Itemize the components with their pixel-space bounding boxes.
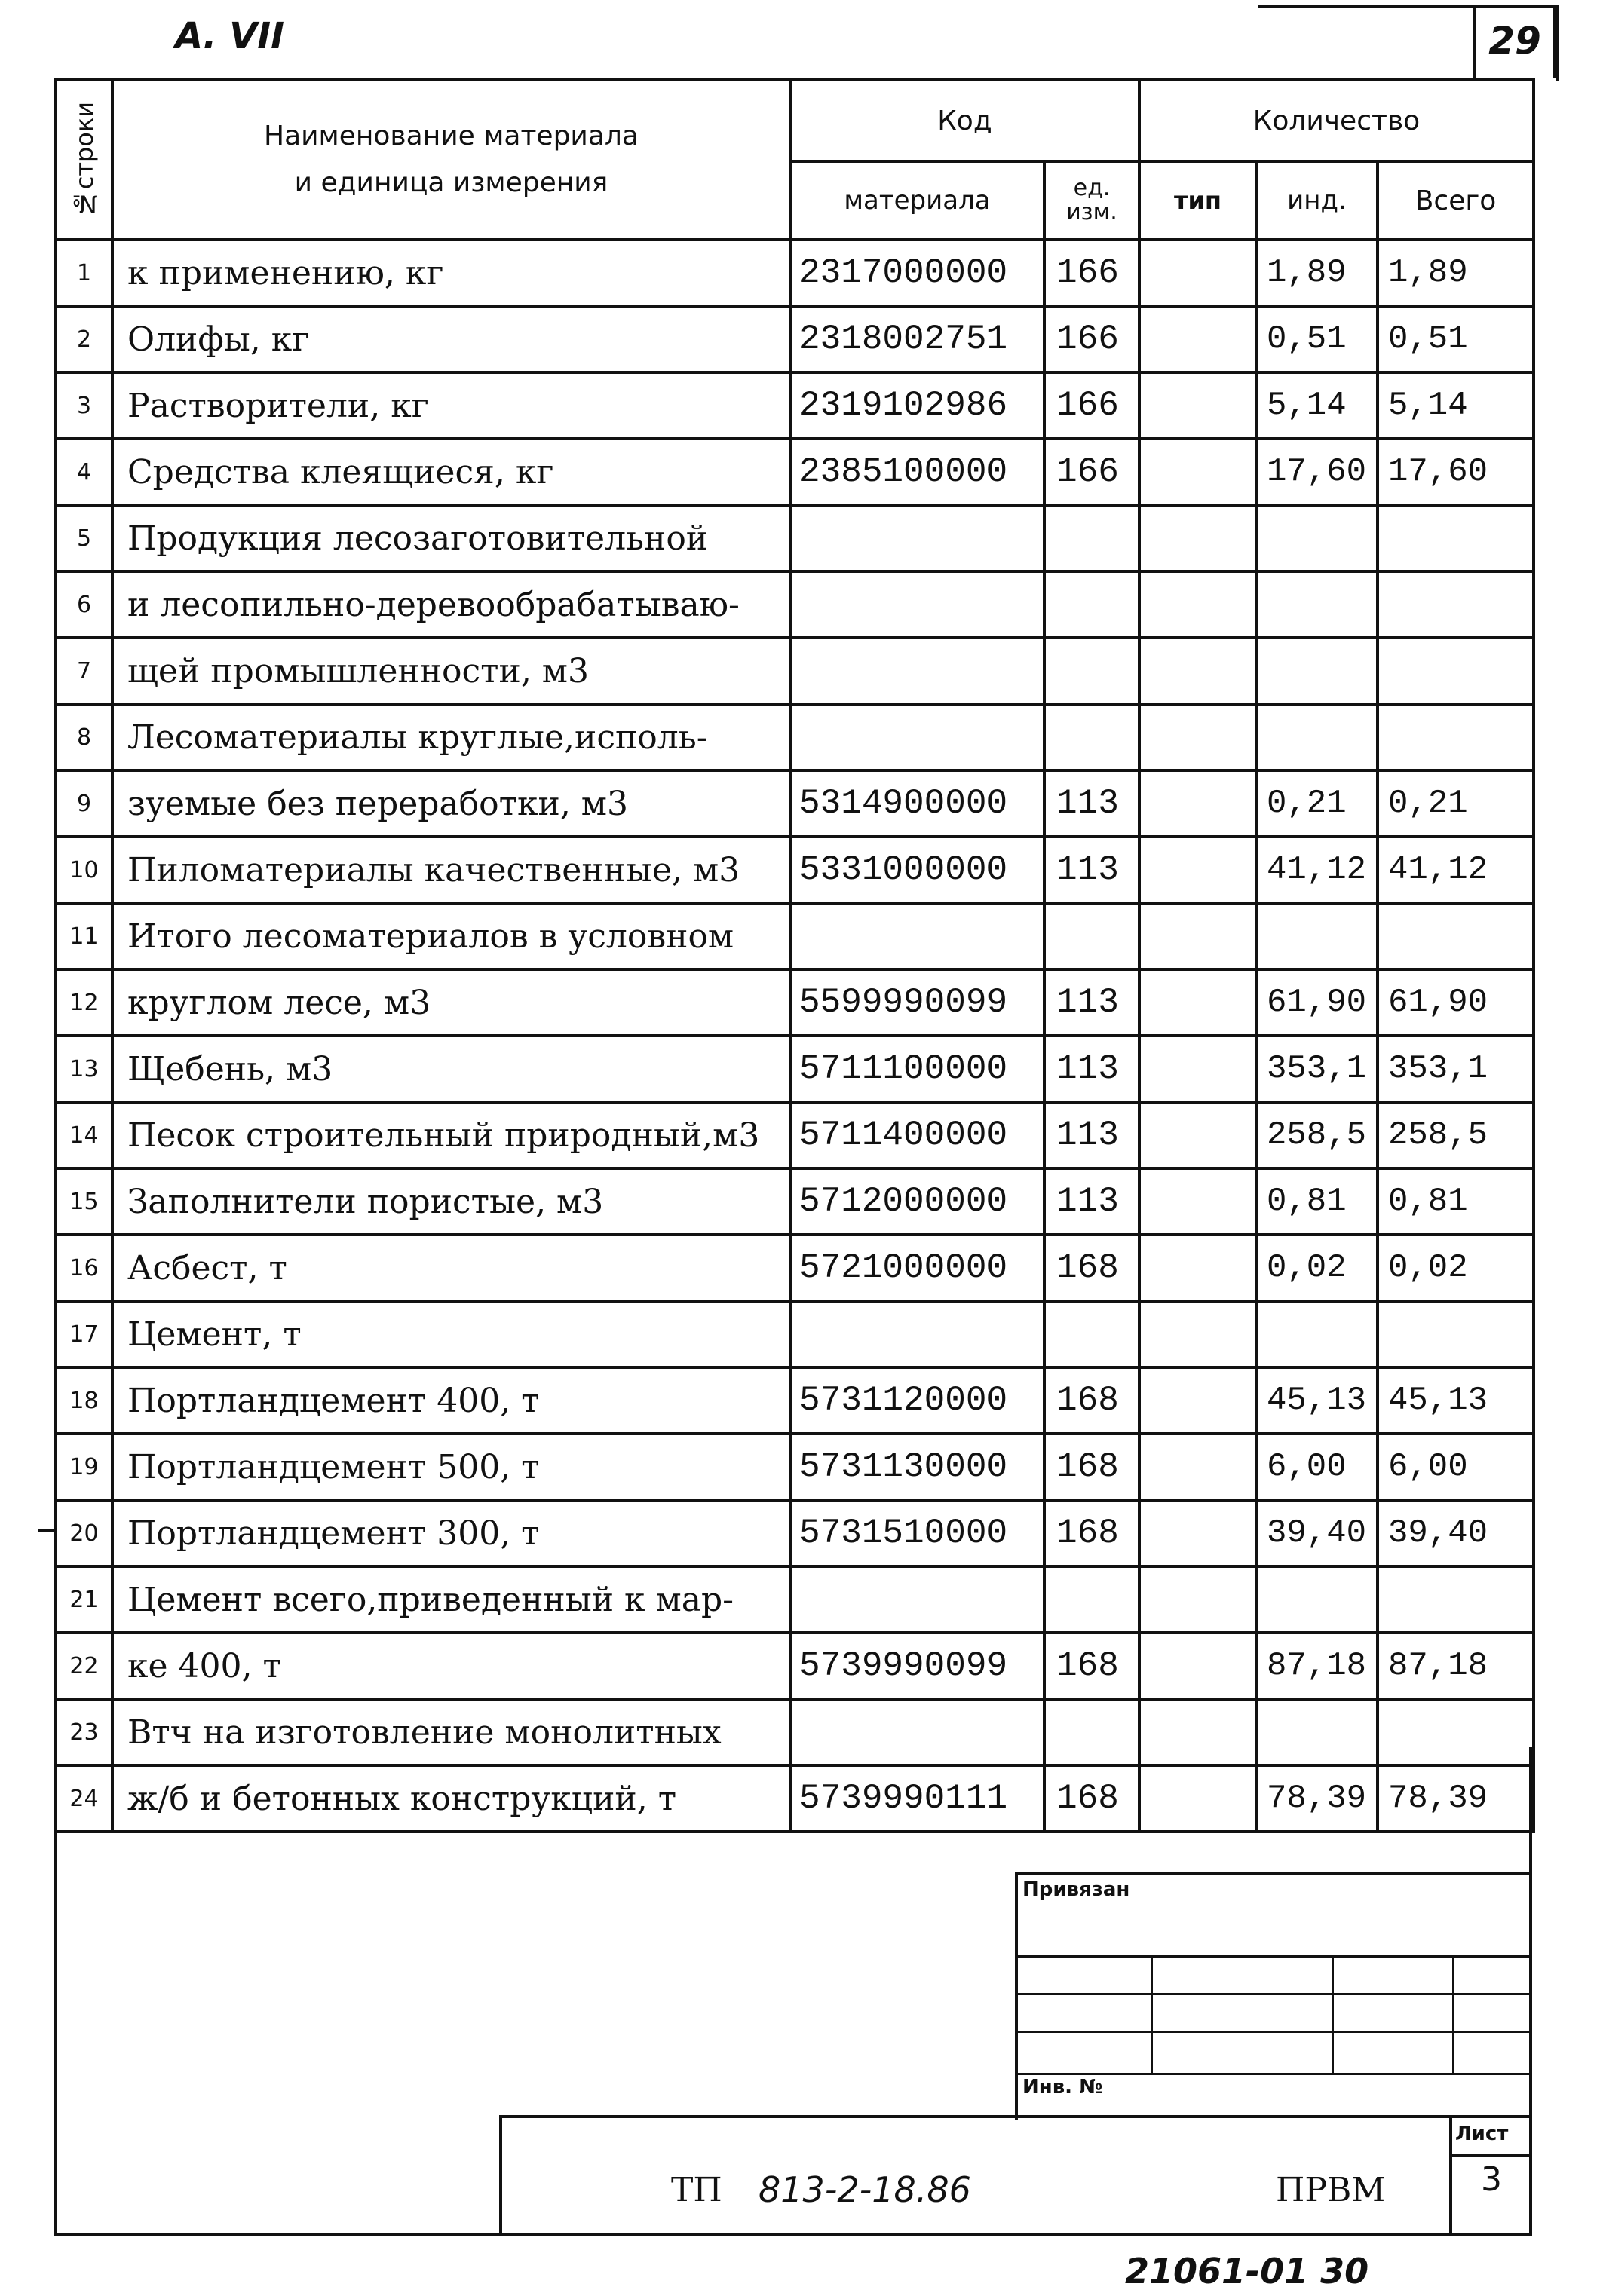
qty-ind: 61,90 <box>1256 969 1378 1036</box>
unit-code: 166 <box>1044 240 1139 306</box>
row-number: 22 <box>56 1633 112 1699</box>
material-name: и лесопильно-деревообрабатываю- <box>112 571 790 638</box>
material-name: Продукция лесозаготовительной <box>112 505 790 571</box>
qty-total <box>1378 903 1534 969</box>
table-row <box>56 837 1534 903</box>
table-row <box>56 505 1534 571</box>
table-row <box>56 1566 1534 1633</box>
qty-type <box>1139 704 1256 770</box>
material-name: Песок строительный природный,м3 <box>112 1102 790 1168</box>
table-row <box>56 1699 1534 1765</box>
qty-ind: 0,02 <box>1256 1235 1378 1301</box>
row-number: 4 <box>56 439 112 505</box>
qty-type <box>1139 1633 1256 1699</box>
material-code: 5314900000 <box>790 770 1044 837</box>
unit-code: 166 <box>1044 439 1139 505</box>
qty-type <box>1139 1434 1256 1500</box>
table-row <box>56 1168 1534 1235</box>
qty-ind: 87,18 <box>1256 1633 1378 1699</box>
unit-code: 113 <box>1044 770 1139 837</box>
qty-total: 41,12 <box>1378 837 1534 903</box>
qty-type <box>1139 439 1256 505</box>
table-row <box>56 1500 1534 1566</box>
unit-code: 168 <box>1044 1765 1139 1832</box>
qty-ind: 0,81 <box>1256 1168 1378 1235</box>
unit-code: 113 <box>1044 1168 1139 1235</box>
row-number: 7 <box>56 638 112 704</box>
sheet-mark: А. VII <box>175 15 284 57</box>
qty-ind <box>1256 1699 1378 1765</box>
qty-total: 353,1 <box>1378 1036 1534 1102</box>
qty-type <box>1139 1102 1256 1168</box>
doc-type: ПРВМ <box>1276 2171 1386 2209</box>
table-row <box>56 571 1534 638</box>
row-number: 9 <box>56 770 112 837</box>
material-name: Портландцемент 300, т <box>112 1500 790 1566</box>
qty-total: 5,14 <box>1378 372 1534 439</box>
table-row <box>56 439 1534 505</box>
qty-total: 17,60 <box>1378 439 1534 505</box>
name-header <box>112 80 790 240</box>
stamp-col-1 <box>1151 1955 1153 2073</box>
material-name: Асбест, т <box>112 1235 790 1301</box>
row-number: 20 <box>56 1500 112 1566</box>
material-code: 5712000000 <box>790 1168 1044 1235</box>
margin-tick <box>38 1529 56 1532</box>
material-code <box>790 903 1044 969</box>
stamp-row-3 <box>1015 2031 1532 2033</box>
qty-ind-header: инд. <box>1256 161 1378 240</box>
qty-ind <box>1256 704 1378 770</box>
unit-code: 113 <box>1044 1102 1139 1168</box>
qty-total <box>1378 1566 1534 1633</box>
qty-total: 61,90 <box>1378 969 1534 1036</box>
qty-ind: 39,40 <box>1256 1500 1378 1566</box>
stamp-row-2 <box>1015 1993 1532 1995</box>
material-code <box>790 1699 1044 1765</box>
table-row <box>56 770 1534 837</box>
title-block-left <box>499 2115 502 2236</box>
privyazan-label: Привязан <box>1022 1878 1130 1901</box>
qty-type <box>1139 306 1256 372</box>
row-number: 12 <box>56 969 112 1036</box>
table-row <box>56 1434 1534 1500</box>
frame-bottom <box>54 2233 1532 2236</box>
qty-type <box>1139 969 1256 1036</box>
row-number: 8 <box>56 704 112 770</box>
qty-ind: 78,39 <box>1256 1765 1378 1832</box>
qty-ind <box>1256 903 1378 969</box>
name-header-line2: и единица измерения <box>294 167 608 198</box>
unit-code <box>1044 505 1139 571</box>
table-row <box>56 1102 1534 1168</box>
row-number: 5 <box>56 505 112 571</box>
qty-total <box>1378 638 1534 704</box>
qty-ind <box>1256 571 1378 638</box>
unit-code <box>1044 1566 1139 1633</box>
table-row <box>56 306 1534 372</box>
archive-number: 21061-01 30 <box>1125 2251 1369 2291</box>
material-name: Средства клеящиеся, кг <box>112 439 790 505</box>
frame-left <box>54 1747 57 2234</box>
stamp-row-1 <box>1015 1955 1532 1958</box>
material-name: Втч на изготовление монолитных <box>112 1699 790 1765</box>
table-row <box>56 1036 1534 1102</box>
material-name: Заполнители пористые, м3 <box>112 1168 790 1235</box>
material-code <box>790 638 1044 704</box>
material-name: ж/б и бетонных конструкций, т <box>112 1765 790 1832</box>
code-unit-header: ед. изм. <box>1044 161 1139 240</box>
row-number: 16 <box>56 1235 112 1301</box>
material-code: 5711100000 <box>790 1036 1044 1102</box>
name-header-line1: Наименование материала <box>264 121 639 152</box>
qty-total: 45,13 <box>1378 1367 1534 1434</box>
qty-total <box>1378 1699 1534 1765</box>
material-name: к применению, кг <box>112 240 790 306</box>
unit-code: 113 <box>1044 837 1139 903</box>
unit-code <box>1044 1699 1139 1765</box>
qty-total <box>1378 704 1534 770</box>
material-name: Пиломатериалы качественные, м3 <box>112 837 790 903</box>
material-name: Итого лесоматериалов в условном <box>112 903 790 969</box>
qty-total: 6,00 <box>1378 1434 1534 1500</box>
material-code <box>790 1566 1044 1633</box>
material-name: щей промышленности, м3 <box>112 638 790 704</box>
stamp-col-2 <box>1332 1955 1334 2073</box>
unit-code <box>1044 638 1139 704</box>
quantity-header: Количество <box>1139 80 1534 161</box>
qty-type <box>1139 1367 1256 1434</box>
qty-type <box>1139 1699 1256 1765</box>
material-name: зуемые без переработки, м3 <box>112 770 790 837</box>
qty-type <box>1139 837 1256 903</box>
qty-type <box>1139 372 1256 439</box>
table-row <box>56 704 1534 770</box>
qty-total: 87,18 <box>1378 1633 1534 1699</box>
row-number: 3 <box>56 372 112 439</box>
code-material-header: материала <box>790 161 1044 240</box>
row-number: 11 <box>56 903 112 969</box>
code-header: Код <box>790 80 1139 161</box>
table-row <box>56 638 1534 704</box>
qty-ind: 6,00 <box>1256 1434 1378 1500</box>
row-number: 23 <box>56 1699 112 1765</box>
qty-ind <box>1256 638 1378 704</box>
qty-type <box>1139 1301 1256 1367</box>
material-name: Цемент всего,приведенный к мар- <box>112 1566 790 1633</box>
material-code <box>790 704 1044 770</box>
qty-ind: 258,5 <box>1256 1102 1378 1168</box>
qty-total: 0,02 <box>1378 1235 1534 1301</box>
material-name: Портландцемент 400, т <box>112 1367 790 1434</box>
qty-ind <box>1256 1301 1378 1367</box>
unit-code: 168 <box>1044 1500 1139 1566</box>
qty-total <box>1378 571 1534 638</box>
material-name: круглом лесе, м3 <box>112 969 790 1036</box>
material-code: 2385100000 <box>790 439 1044 505</box>
material-name: Растворители, кг <box>112 372 790 439</box>
material-name: ке 400, т <box>112 1633 790 1699</box>
stamp-top <box>1015 1872 1532 1875</box>
material-code: 5739990111 <box>790 1765 1044 1832</box>
table-row <box>56 1633 1534 1699</box>
material-code <box>790 571 1044 638</box>
qty-ind: 0,51 <box>1256 306 1378 372</box>
stamp-col-3 <box>1452 1955 1454 2073</box>
unit-code: 168 <box>1044 1367 1139 1434</box>
title-block-top <box>499 2115 1532 2118</box>
qty-type <box>1139 1235 1256 1301</box>
material-name: Лесоматериалы круглые,исполь- <box>112 704 790 770</box>
material-code: 5731130000 <box>790 1434 1044 1500</box>
qty-total: 0,51 <box>1378 306 1534 372</box>
unit-code <box>1044 903 1139 969</box>
sheet-number: 3 <box>1481 2160 1502 2199</box>
row-number: 10 <box>56 837 112 903</box>
inv-no-label: Инв. № <box>1022 2076 1103 2099</box>
material-code: 5731120000 <box>790 1367 1044 1434</box>
qty-ind: 5,14 <box>1256 372 1378 439</box>
row-number: 6 <box>56 571 112 638</box>
qty-type <box>1139 1500 1256 1566</box>
qty-total: 39,40 <box>1378 1500 1534 1566</box>
qty-ind: 353,1 <box>1256 1036 1378 1102</box>
unit-code <box>1044 704 1139 770</box>
row-number: 15 <box>56 1168 112 1235</box>
qty-type <box>1139 240 1256 306</box>
qty-type <box>1139 571 1256 638</box>
qty-total-header: Всего <box>1378 161 1534 240</box>
row-number: 14 <box>56 1102 112 1168</box>
material-code: 5599990099 <box>790 969 1044 1036</box>
table-row <box>56 372 1534 439</box>
table-row <box>56 240 1534 306</box>
qty-type <box>1139 1566 1256 1633</box>
qty-total: 1,89 <box>1378 240 1534 306</box>
qty-total <box>1378 505 1534 571</box>
unit-code: 113 <box>1044 969 1139 1036</box>
page-number: 29 <box>1488 19 1541 63</box>
stamp-left <box>1015 1872 1018 2120</box>
row-number: 17 <box>56 1301 112 1367</box>
material-code: 2318002751 <box>790 306 1044 372</box>
qty-type <box>1139 1765 1256 1832</box>
qty-total: 0,21 <box>1378 770 1534 837</box>
material-name: Портландцемент 500, т <box>112 1434 790 1500</box>
qty-total: 78,39 <box>1378 1765 1534 1832</box>
qty-ind <box>1256 1566 1378 1633</box>
unit-code: 166 <box>1044 372 1139 439</box>
page-number-box <box>1473 6 1556 78</box>
qty-ind: 17,60 <box>1256 439 1378 505</box>
table-row <box>56 1301 1534 1367</box>
row-number-header: №строки <box>56 80 112 240</box>
qty-type <box>1139 1036 1256 1102</box>
qty-ind: 0,21 <box>1256 770 1378 837</box>
title-block-sheet-row <box>1449 2154 1532 2157</box>
qty-type <box>1139 903 1256 969</box>
materials-table <box>54 78 1535 1833</box>
row-number: 13 <box>56 1036 112 1102</box>
qty-total <box>1378 1301 1534 1367</box>
material-code: 2319102986 <box>790 372 1044 439</box>
qty-type <box>1139 1168 1256 1235</box>
unit-code: 113 <box>1044 1036 1139 1102</box>
material-code: 5731510000 <box>790 1500 1044 1566</box>
unit-code: 168 <box>1044 1434 1139 1500</box>
doc-code: 813-2-18.86 <box>759 2169 971 2210</box>
row-number: 1 <box>56 240 112 306</box>
list-label: Лист <box>1455 2123 1509 2145</box>
qty-total: 258,5 <box>1378 1102 1534 1168</box>
qty-type <box>1139 638 1256 704</box>
qty-ind: 41,12 <box>1256 837 1378 903</box>
material-code: 5739990099 <box>790 1633 1044 1699</box>
unit-code: 166 <box>1044 306 1139 372</box>
row-number: 21 <box>56 1566 112 1633</box>
qty-type <box>1139 770 1256 837</box>
qty-type-header: тип <box>1139 161 1256 240</box>
row-number: 18 <box>56 1367 112 1434</box>
material-code <box>790 505 1044 571</box>
qty-ind: 1,89 <box>1256 240 1378 306</box>
qty-ind <box>1256 505 1378 571</box>
table-row <box>56 1765 1534 1832</box>
table-row <box>56 1235 1534 1301</box>
material-code: 5331000000 <box>790 837 1044 903</box>
table-row <box>56 903 1534 969</box>
stamp-row-4 <box>1015 2073 1532 2075</box>
row-number: 2 <box>56 306 112 372</box>
material-code: 5721000000 <box>790 1235 1044 1301</box>
table-row <box>56 969 1534 1036</box>
material-name: Цемент, т <box>112 1301 790 1367</box>
row-number: 19 <box>56 1434 112 1500</box>
table-row <box>56 1367 1534 1434</box>
material-code <box>790 1301 1044 1367</box>
unit-code <box>1044 571 1139 638</box>
row-number: 24 <box>56 1765 112 1832</box>
qty-type <box>1139 505 1256 571</box>
qty-total: 0,81 <box>1378 1168 1534 1235</box>
material-code: 2317000000 <box>790 240 1044 306</box>
doc-code-prefix: ТП <box>671 2171 722 2209</box>
material-code: 5711400000 <box>790 1102 1044 1168</box>
qty-ind: 45,13 <box>1256 1367 1378 1434</box>
material-name: Щебень, м3 <box>112 1036 790 1102</box>
unit-code: 168 <box>1044 1235 1139 1301</box>
frame-top-right <box>1556 6 1559 81</box>
unit-code <box>1044 1301 1139 1367</box>
unit-code: 168 <box>1044 1633 1139 1699</box>
material-name: Олифы, кг <box>112 306 790 372</box>
